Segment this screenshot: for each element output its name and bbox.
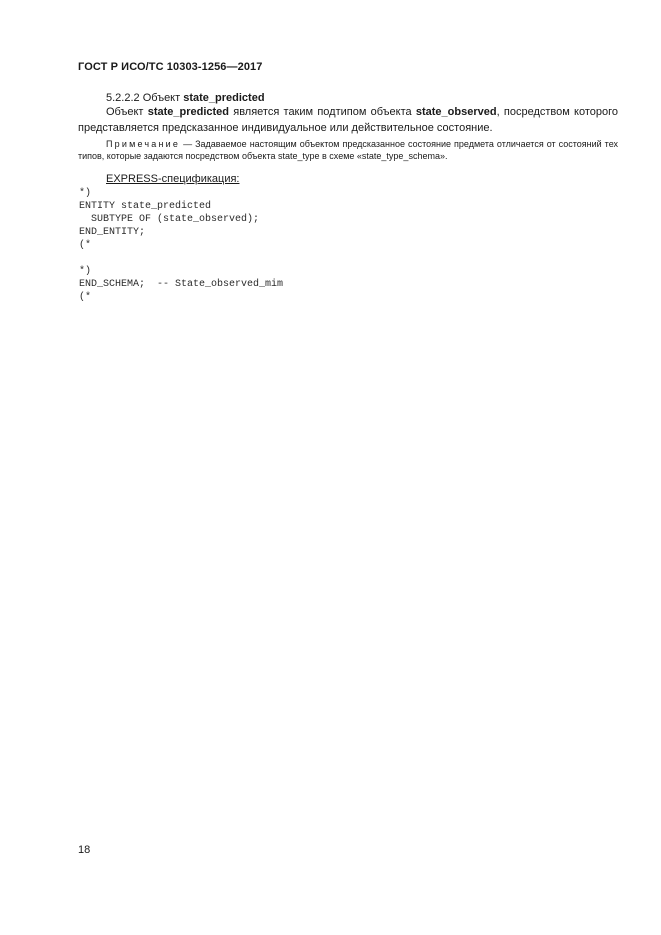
note-text: — Задаваемое настоящим объектом предсказанное состояние предмета отличается от состояний тех типов, которые задаются посредством объекта state_type в схеме «state_type_schema».: [78, 139, 618, 161]
paragraph-entity: state_predicted: [147, 106, 230, 118]
code-line-blank: [79, 252, 283, 265]
code-line: (*: [79, 292, 92, 303]
code-line: SUBTYPE OF (state_observed);: [79, 214, 260, 225]
section-label: Объект: [142, 92, 181, 104]
note-paragraph: [78, 138, 618, 162]
paragraph-supertype: state_observed: [415, 106, 497, 118]
code-line: END_ENTITY;: [79, 227, 146, 238]
express-code-block: [79, 187, 283, 304]
page-number: 18: [78, 844, 91, 856]
section-number: 5.2.2.2: [106, 92, 140, 104]
definition-paragraph: [78, 104, 618, 136]
code-line: *): [79, 188, 92, 199]
note-label: Примечание: [106, 139, 181, 149]
express-spec-label: EXPRESS-спецификация:: [106, 173, 240, 185]
code-line: *): [79, 266, 92, 277]
paragraph-part2: является таким подтипом объекта: [229, 106, 416, 118]
section-heading: [106, 91, 265, 105]
page-header: ГОСТ Р ИСО/ТС 10303-1256—2017: [78, 61, 263, 73]
code-line: END_SCHEMA; -- State_observed_mim: [79, 279, 284, 290]
code-line: (*: [79, 240, 92, 251]
paragraph-part3: , посредством которого представляется предсказанное индивидуальное или действительное состояние.: [78, 106, 619, 134]
section-entity-name: state_predicted: [183, 92, 265, 104]
code-line: ENTITY state_predicted: [79, 201, 212, 212]
paragraph-part1: Объект: [106, 106, 148, 118]
